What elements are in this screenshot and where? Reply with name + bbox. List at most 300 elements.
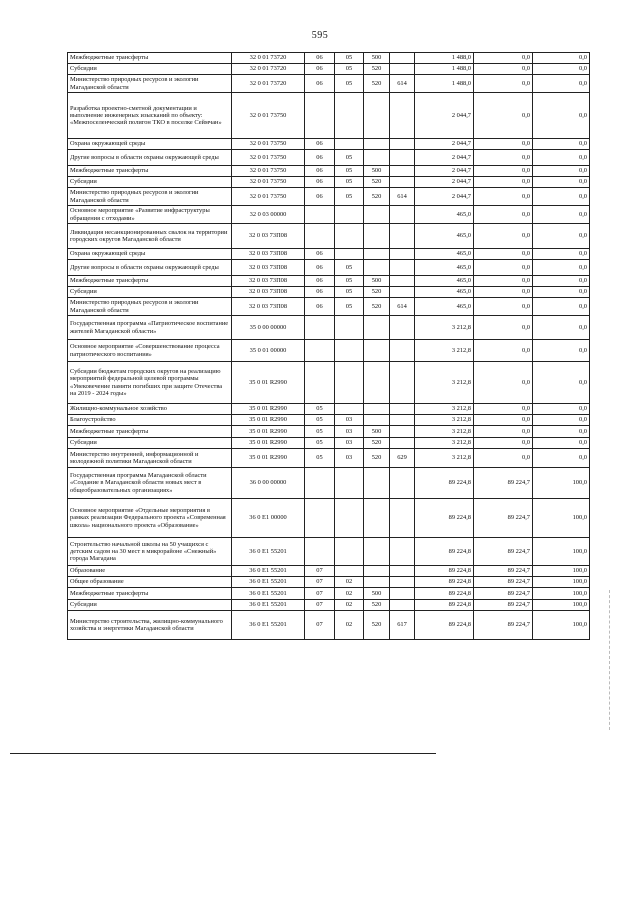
- row-actual-value: 89 224,7: [474, 588, 533, 600]
- row-org-code: 614: [390, 188, 415, 206]
- row-name: Жилищно-коммунальное хозяйство: [68, 404, 232, 415]
- table-row: [68, 150, 590, 166]
- row-planned-value: 89 224,8: [415, 577, 474, 588]
- row-expense-type: 520: [364, 600, 390, 611]
- row-expense-type: [364, 499, 390, 538]
- row-planned-value: 3 212,8: [415, 340, 474, 362]
- row-code: 36 0 E1 55201: [232, 588, 305, 600]
- table-row: [68, 362, 590, 404]
- row-actual-value: 0,0: [474, 166, 533, 177]
- table-row: [68, 298, 590, 316]
- table-row: [68, 139, 590, 150]
- row-org-code: [390, 276, 415, 287]
- table-row: [68, 499, 590, 538]
- table-row: [68, 588, 590, 600]
- row-planned-value: 3 212,8: [415, 426, 474, 438]
- row-percent: 0,0: [533, 224, 590, 249]
- margin-dash-line: [609, 590, 610, 730]
- row-code: 35 0 01 R2990: [232, 362, 305, 404]
- row-percent: 0,0: [533, 362, 590, 404]
- table-row: [68, 64, 590, 75]
- row-name: Субсидии: [68, 600, 232, 611]
- row-planned-value: 2 044,7: [415, 177, 474, 188]
- row-planned-value: 3 212,8: [415, 404, 474, 415]
- row-section: [305, 468, 335, 499]
- row-percent: 100,0: [533, 468, 590, 499]
- row-planned-value: 465,0: [415, 276, 474, 287]
- row-actual-value: 89 224,7: [474, 600, 533, 611]
- row-subsection: 03: [335, 449, 364, 468]
- row-section: [305, 224, 335, 249]
- table-row: [68, 188, 590, 206]
- row-org-code: [390, 166, 415, 177]
- row-expense-type: [364, 362, 390, 404]
- row-code: 32 0 01 73750: [232, 166, 305, 177]
- row-percent: 0,0: [533, 276, 590, 287]
- row-actual-value: 0,0: [474, 249, 533, 260]
- table-row: [68, 468, 590, 499]
- row-percent: 0,0: [533, 426, 590, 438]
- row-org-code: [390, 468, 415, 499]
- row-org-code: [390, 340, 415, 362]
- row-expense-type: 500: [364, 426, 390, 438]
- row-org-code: [390, 538, 415, 566]
- row-expense-type: [364, 93, 390, 139]
- row-expense-type: [364, 150, 390, 166]
- row-planned-value: 465,0: [415, 260, 474, 276]
- row-section: 06: [305, 75, 335, 93]
- row-name: Субсидии: [68, 177, 232, 188]
- table-row: [68, 276, 590, 287]
- row-org-code: 629: [390, 449, 415, 468]
- row-code: 35 0 00 00000: [232, 316, 305, 340]
- row-section: 06: [305, 177, 335, 188]
- row-org-code: [390, 206, 415, 224]
- row-name: Министерство природных ресурсов и экологии Магаданской области: [68, 188, 232, 206]
- row-org-code: [390, 499, 415, 538]
- row-subsection: 03: [335, 438, 364, 449]
- row-org-code: [390, 224, 415, 249]
- row-org-code: 617: [390, 611, 415, 640]
- row-subsection: [335, 224, 364, 249]
- row-name: Государственная программа Магаданской области «Создание в Магаданской области новых мест в общеобразовательных организациях»: [68, 468, 232, 499]
- row-planned-value: 465,0: [415, 224, 474, 249]
- row-name: Другие вопросы в области охраны окружающей среды: [68, 260, 232, 276]
- row-section: 06: [305, 298, 335, 316]
- row-section: 05: [305, 415, 335, 426]
- row-expense-type: 520: [364, 611, 390, 640]
- row-subsection: 05: [335, 260, 364, 276]
- row-percent: 0,0: [533, 53, 590, 64]
- row-planned-value: 2 044,7: [415, 93, 474, 139]
- row-code: 36 0 00 00000: [232, 468, 305, 499]
- row-expense-type: [364, 260, 390, 276]
- row-expense-type: [364, 468, 390, 499]
- row-actual-value: 0,0: [474, 224, 533, 249]
- row-section: [305, 316, 335, 340]
- row-expense-type: [364, 206, 390, 224]
- row-org-code: [390, 249, 415, 260]
- row-name: Охрана окружающей среды: [68, 139, 232, 150]
- row-planned-value: 3 212,8: [415, 316, 474, 340]
- row-name: Охрана окружающей среды: [68, 249, 232, 260]
- row-actual-value: 89 224,7: [474, 577, 533, 588]
- row-subsection: 05: [335, 75, 364, 93]
- row-org-code: [390, 577, 415, 588]
- row-section: [305, 340, 335, 362]
- row-name: Министерство строительства, жилищно-коммунального хозяйства и энергетики Магаданской области: [68, 611, 232, 640]
- row-code: 36 0 E1 55201: [232, 566, 305, 577]
- table-row: [68, 75, 590, 93]
- row-org-code: [390, 177, 415, 188]
- row-planned-value: 3 212,8: [415, 362, 474, 404]
- row-section: 06: [305, 287, 335, 298]
- row-planned-value: 89 224,8: [415, 566, 474, 577]
- row-percent: 0,0: [533, 150, 590, 166]
- bottom-rule: [10, 753, 436, 754]
- row-name: Межбюджетные трансферты: [68, 53, 232, 64]
- row-actual-value: 0,0: [474, 93, 533, 139]
- row-section: 06: [305, 53, 335, 64]
- row-percent: 0,0: [533, 298, 590, 316]
- table-row: [68, 577, 590, 588]
- row-code: 36 0 E1 55201: [232, 538, 305, 566]
- row-percent: 100,0: [533, 499, 590, 538]
- row-name: Министерство природных ресурсов и экологии Магаданской области: [68, 75, 232, 93]
- page-number: 595: [311, 30, 329, 41]
- row-planned-value: 1 488,0: [415, 53, 474, 64]
- row-code: 35 0 01 R2990: [232, 438, 305, 449]
- table-row: [68, 166, 590, 177]
- row-code: 32 0 01 73720: [232, 75, 305, 93]
- row-expense-type: [364, 404, 390, 415]
- row-subsection: [335, 316, 364, 340]
- row-subsection: [335, 93, 364, 139]
- row-percent: 0,0: [533, 340, 590, 362]
- row-actual-value: 89 224,7: [474, 566, 533, 577]
- row-actual-value: 0,0: [474, 287, 533, 298]
- row-expense-type: 520: [364, 75, 390, 93]
- row-code: 32 0 03 73П08: [232, 298, 305, 316]
- row-code: 32 0 01 73750: [232, 177, 305, 188]
- row-planned-value: 2 044,7: [415, 188, 474, 206]
- row-expense-type: [364, 224, 390, 249]
- row-org-code: [390, 415, 415, 426]
- row-name: Разработка проектно-сметной документации и выполнение инженерных изысканий по объекту: «Межпоселенческий полигон ТКО в поселке Сеймчан»: [68, 93, 232, 139]
- row-section: [305, 499, 335, 538]
- table-row: [68, 206, 590, 224]
- row-section: [305, 206, 335, 224]
- row-expense-type: 520: [364, 64, 390, 75]
- row-subsection: 05: [335, 64, 364, 75]
- row-expense-type: 500: [364, 276, 390, 287]
- row-expense-type: 500: [364, 53, 390, 64]
- row-code: 36 0 E1 00000: [232, 499, 305, 538]
- row-expense-type: [364, 249, 390, 260]
- row-planned-value: 3 212,8: [415, 415, 474, 426]
- row-section: 06: [305, 166, 335, 177]
- budget-table: [67, 52, 590, 640]
- table-row: [68, 287, 590, 298]
- row-subsection: 05: [335, 53, 364, 64]
- row-actual-value: 89 224,7: [474, 611, 533, 640]
- table-row: [68, 415, 590, 426]
- row-name: Основное мероприятие «Совершенствование процесса патриотического воспитания»: [68, 340, 232, 362]
- row-section: [305, 362, 335, 404]
- row-code: 32 0 01 73720: [232, 64, 305, 75]
- row-expense-type: 520: [364, 438, 390, 449]
- row-percent: 0,0: [533, 449, 590, 468]
- row-name: Основное мероприятие «Развитие инфраструктуры обращения с отходами»: [68, 206, 232, 224]
- row-code: 35 0 01 00000: [232, 340, 305, 362]
- row-actual-value: 89 224,7: [474, 468, 533, 499]
- table-row: [68, 53, 590, 64]
- row-subsection: [335, 340, 364, 362]
- row-subsection: 02: [335, 588, 364, 600]
- row-code: 36 0 E1 55201: [232, 577, 305, 588]
- row-code: 35 0 01 R2990: [232, 426, 305, 438]
- row-org-code: [390, 362, 415, 404]
- row-org-code: [390, 588, 415, 600]
- row-org-code: 614: [390, 298, 415, 316]
- table-row: [68, 566, 590, 577]
- table-row: [68, 538, 590, 566]
- row-planned-value: 89 224,8: [415, 538, 474, 566]
- row-name: Благоустройство: [68, 415, 232, 426]
- row-code: 32 0 03 73П08: [232, 276, 305, 287]
- row-name: Ликвидация несанкционированных свалок на территории городских округов Магаданской области: [68, 224, 232, 249]
- row-percent: 0,0: [533, 249, 590, 260]
- row-section: 05: [305, 404, 335, 415]
- row-actual-value: 0,0: [474, 449, 533, 468]
- row-section: 05: [305, 449, 335, 468]
- row-org-code: [390, 404, 415, 415]
- row-name: Основное мероприятие «Отдельные мероприятия в рамках реализации Федерального проекта «Современная школа» национального проекта «Образование»: [68, 499, 232, 538]
- row-org-code: [390, 64, 415, 75]
- row-code: 32 0 03 73П08: [232, 287, 305, 298]
- row-subsection: 02: [335, 577, 364, 588]
- row-org-code: [390, 316, 415, 340]
- row-actual-value: 0,0: [474, 139, 533, 150]
- row-actual-value: 0,0: [474, 75, 533, 93]
- row-name: Межбюджетные трансферты: [68, 276, 232, 287]
- row-name: Межбюджетные трансферты: [68, 426, 232, 438]
- row-code: 36 0 E1 55201: [232, 611, 305, 640]
- row-planned-value: 465,0: [415, 206, 474, 224]
- row-percent: 0,0: [533, 438, 590, 449]
- row-section: 05: [305, 426, 335, 438]
- row-percent: 100,0: [533, 538, 590, 566]
- row-expense-type: [364, 538, 390, 566]
- row-percent: 0,0: [533, 287, 590, 298]
- row-actual-value: 0,0: [474, 438, 533, 449]
- row-actual-value: 0,0: [474, 188, 533, 206]
- row-subsection: [335, 566, 364, 577]
- row-name: Строительство начальной школы на 50 учащихся с детским садом на 30 мест в микрорайоне «Снежный» города Магадана: [68, 538, 232, 566]
- row-subsection: 05: [335, 166, 364, 177]
- row-expense-type: 500: [364, 166, 390, 177]
- row-section: 06: [305, 150, 335, 166]
- row-subsection: 02: [335, 611, 364, 640]
- row-subsection: 03: [335, 426, 364, 438]
- table-row: [68, 600, 590, 611]
- row-percent: 0,0: [533, 260, 590, 276]
- row-planned-value: 89 224,8: [415, 588, 474, 600]
- row-actual-value: 89 224,7: [474, 499, 533, 538]
- row-actual-value: 0,0: [474, 404, 533, 415]
- row-percent: 0,0: [533, 404, 590, 415]
- row-section: 07: [305, 611, 335, 640]
- row-subsection: [335, 404, 364, 415]
- row-percent: 0,0: [533, 64, 590, 75]
- row-section: 06: [305, 260, 335, 276]
- table-row: [68, 340, 590, 362]
- row-subsection: 05: [335, 287, 364, 298]
- row-subsection: [335, 249, 364, 260]
- row-code: 36 0 E1 55201: [232, 600, 305, 611]
- row-actual-value: 0,0: [474, 276, 533, 287]
- row-percent: 100,0: [533, 611, 590, 640]
- row-subsection: 03: [335, 415, 364, 426]
- row-subsection: [335, 499, 364, 538]
- row-org-code: [390, 287, 415, 298]
- row-expense-type: [364, 415, 390, 426]
- row-expense-type: [364, 316, 390, 340]
- row-planned-value: 2 044,7: [415, 166, 474, 177]
- row-subsection: [335, 468, 364, 499]
- row-code: 32 0 03 73П08: [232, 249, 305, 260]
- row-code: 32 0 03 73П08: [232, 260, 305, 276]
- row-section: 06: [305, 276, 335, 287]
- row-planned-value: 2 044,7: [415, 139, 474, 150]
- row-expense-type: 500: [364, 588, 390, 600]
- row-code: 32 0 01 73750: [232, 150, 305, 166]
- row-code: 32 0 03 00000: [232, 206, 305, 224]
- row-expense-type: 520: [364, 449, 390, 468]
- row-actual-value: 0,0: [474, 64, 533, 75]
- row-code: 32 0 01 73750: [232, 93, 305, 139]
- row-name: Образование: [68, 566, 232, 577]
- row-planned-value: 2 044,7: [415, 150, 474, 166]
- row-actual-value: 0,0: [474, 150, 533, 166]
- row-percent: 0,0: [533, 93, 590, 139]
- row-percent: 0,0: [533, 415, 590, 426]
- table-row: [68, 249, 590, 260]
- row-percent: 100,0: [533, 566, 590, 577]
- row-section: 07: [305, 588, 335, 600]
- row-section: 07: [305, 566, 335, 577]
- row-org-code: [390, 426, 415, 438]
- table-body: [68, 53, 590, 640]
- row-name: Субсидии: [68, 64, 232, 75]
- row-subsection: 05: [335, 177, 364, 188]
- row-expense-type: 520: [364, 188, 390, 206]
- table-row: [68, 404, 590, 415]
- row-actual-value: 0,0: [474, 426, 533, 438]
- row-expense-type: 520: [364, 298, 390, 316]
- row-planned-value: 1 488,0: [415, 64, 474, 75]
- row-code: 32 0 03 73П08: [232, 224, 305, 249]
- row-org-code: [390, 93, 415, 139]
- row-actual-value: 0,0: [474, 316, 533, 340]
- row-code: 35 0 01 R2990: [232, 415, 305, 426]
- row-code: 35 0 01 R2990: [232, 449, 305, 468]
- row-org-code: [390, 438, 415, 449]
- row-section: 06: [305, 188, 335, 206]
- row-planned-value: 3 212,8: [415, 449, 474, 468]
- row-planned-value: 89 224,8: [415, 600, 474, 611]
- row-percent: 100,0: [533, 600, 590, 611]
- row-subsection: [335, 538, 364, 566]
- row-expense-type: [364, 139, 390, 150]
- row-subsection: 02: [335, 600, 364, 611]
- row-subsection: [335, 362, 364, 404]
- row-subsection: 05: [335, 150, 364, 166]
- row-name: Межбюджетные трансферты: [68, 166, 232, 177]
- row-subsection: [335, 139, 364, 150]
- row-percent: 0,0: [533, 316, 590, 340]
- row-percent: 0,0: [533, 75, 590, 93]
- table-row: [68, 426, 590, 438]
- row-name: Межбюджетные трансферты: [68, 588, 232, 600]
- row-section: 06: [305, 139, 335, 150]
- row-subsection: 05: [335, 276, 364, 287]
- row-planned-value: 465,0: [415, 249, 474, 260]
- row-name: Субсидии: [68, 438, 232, 449]
- row-planned-value: 89 224,8: [415, 468, 474, 499]
- row-section: [305, 93, 335, 139]
- row-section: 07: [305, 600, 335, 611]
- table-row: [68, 438, 590, 449]
- row-actual-value: 0,0: [474, 53, 533, 64]
- row-org-code: 614: [390, 75, 415, 93]
- row-percent: 0,0: [533, 206, 590, 224]
- row-name: Общее образование: [68, 577, 232, 588]
- row-expense-type: [364, 577, 390, 588]
- row-code: 32 0 01 73750: [232, 139, 305, 150]
- table-row: [68, 611, 590, 640]
- row-org-code: [390, 566, 415, 577]
- row-code: 32 0 01 73750: [232, 188, 305, 206]
- row-planned-value: 465,0: [415, 298, 474, 316]
- row-section: 06: [305, 249, 335, 260]
- row-name: Субсидии бюджетам городских округов на реализацию мероприятий федеральной целевой программы «Увековечение памяти погибших при защите Отечества на 2019 - 2024 годы»: [68, 362, 232, 404]
- row-planned-value: 1 488,0: [415, 75, 474, 93]
- row-section: [305, 538, 335, 566]
- table-row: [68, 449, 590, 468]
- row-expense-type: 520: [364, 177, 390, 188]
- row-org-code: [390, 150, 415, 166]
- row-section: 07: [305, 577, 335, 588]
- row-org-code: [390, 600, 415, 611]
- row-org-code: [390, 139, 415, 150]
- row-name: Министерство внутренней, информационной и молодежной политики Магаданской области: [68, 449, 232, 468]
- row-actual-value: 0,0: [474, 298, 533, 316]
- row-actual-value: 0,0: [474, 260, 533, 276]
- row-planned-value: 3 212,8: [415, 438, 474, 449]
- row-actual-value: 0,0: [474, 415, 533, 426]
- row-planned-value: 465,0: [415, 287, 474, 298]
- row-code: 32 0 01 73720: [232, 53, 305, 64]
- row-subsection: [335, 206, 364, 224]
- row-org-code: [390, 53, 415, 64]
- row-section: 06: [305, 64, 335, 75]
- row-actual-value: 0,0: [474, 177, 533, 188]
- table-row: [68, 260, 590, 276]
- table-row: [68, 177, 590, 188]
- row-subsection: 05: [335, 298, 364, 316]
- row-percent: 0,0: [533, 177, 590, 188]
